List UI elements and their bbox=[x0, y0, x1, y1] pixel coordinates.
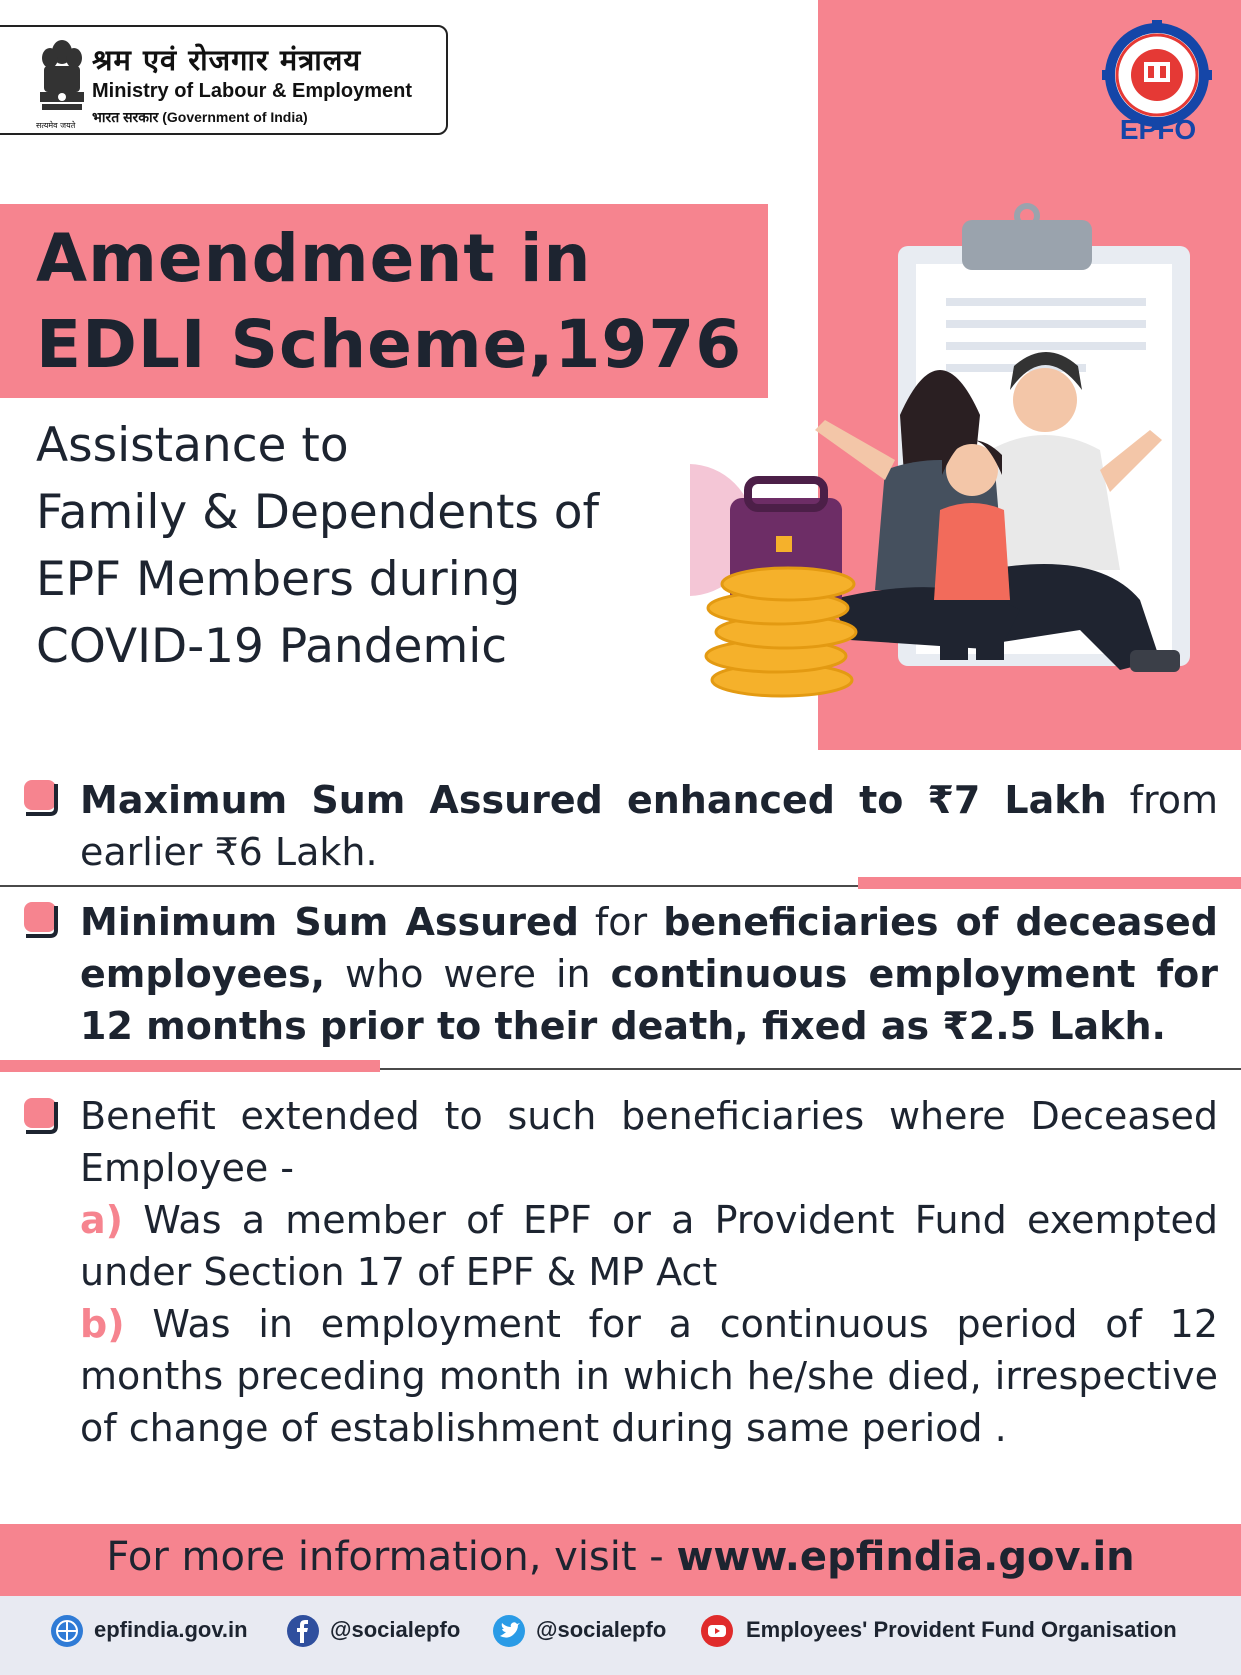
subtitle-line-1: Assistance to bbox=[36, 418, 349, 473]
footer-prefix: For more information, visit - bbox=[106, 1534, 677, 1580]
item-a-label: a) bbox=[80, 1198, 124, 1242]
subtitle-line-4: COVID-19 Pandemic bbox=[36, 619, 508, 674]
bullet-2-text bbox=[80, 896, 1218, 1052]
subtitle-line-2: Family & Dependents of bbox=[36, 485, 600, 540]
twitter-icon bbox=[492, 1614, 526, 1648]
bullet-3-text bbox=[80, 1090, 1218, 1454]
bullet-1-rest: from earlier ₹6 Lakh. bbox=[80, 778, 1218, 874]
bullet-2-part-4: who were in bbox=[325, 952, 611, 996]
item-b-label: b) bbox=[80, 1302, 125, 1346]
title-line-2: EDLI Scheme,1976 bbox=[36, 306, 743, 383]
item-b-text: Was in employment for a continuous period of 12 months preceding month in which he/she died, irrespective of change of establishment during same period . bbox=[80, 1302, 1218, 1450]
bullet-3-item-a bbox=[80, 1194, 1218, 1298]
emblem-motto: सत्यमेव जयते bbox=[36, 121, 76, 130]
ministry-name-english: Ministry of Labour & Employment bbox=[92, 80, 413, 102]
national-emblem-icon bbox=[34, 34, 90, 126]
footer-website-link[interactable]: www.epfindia.gov.in bbox=[676, 1534, 1135, 1580]
youtube-icon bbox=[700, 1614, 734, 1648]
family-clipboard-illustration bbox=[690, 200, 1241, 740]
bullet-3-intro: Benefit extended to such beneficiaries where Deceased Employee - bbox=[80, 1094, 1218, 1190]
bullet-marker-icon bbox=[20, 898, 64, 942]
bullet-marker-icon bbox=[20, 776, 64, 820]
bullet-2-part-5: continuous employment for 12 months prior to their death, fixed as ₹2.5 Lakh. bbox=[80, 952, 1219, 1048]
bullet-3-item-b bbox=[80, 1298, 1218, 1454]
bullet-marker-icon bbox=[20, 1094, 64, 1138]
subtitle-line-3: EPF Members during bbox=[36, 552, 521, 607]
facebook-icon bbox=[286, 1614, 320, 1648]
epfo-logo-text: EPFO bbox=[1119, 114, 1197, 145]
government-of-india-label: भारत सरकार (Government of India) bbox=[92, 109, 308, 125]
bullet-1-text bbox=[80, 774, 1218, 878]
pink-accent-bar-1 bbox=[858, 877, 1241, 889]
social-facebook-link[interactable]: @socialepfo bbox=[330, 1617, 461, 1642]
pink-accent-bar-2 bbox=[0, 1060, 380, 1072]
divider-2 bbox=[380, 1068, 1241, 1070]
divider-1 bbox=[0, 885, 858, 887]
bullet-2-part-2: for bbox=[578, 900, 664, 944]
ministry-name-hindi: श्रम एवं रोजगार मंत्रालय bbox=[92, 43, 362, 77]
bullet-2-part-3: beneficiaries of deceased employees, bbox=[80, 900, 1218, 996]
footer-info-text bbox=[0, 1534, 1241, 1580]
item-a-text: Was a member of EPF or a Provident Fund exempted under Section 17 of EPF & MP Act bbox=[80, 1198, 1218, 1294]
social-web-link[interactable]: epfindia.gov.in bbox=[94, 1617, 248, 1642]
bullet-1-bold: Maximum Sum Assured enhanced to ₹7 Lakh bbox=[80, 778, 1107, 822]
bullet-2-part-1: Minimum Sum Assured bbox=[80, 900, 579, 944]
title-line-1: Amendment in bbox=[36, 220, 592, 297]
social-twitter-link[interactable]: @socialepfo bbox=[536, 1617, 667, 1642]
social-youtube-link[interactable]: Employees' Provident Fund Organisation bbox=[746, 1617, 1177, 1642]
web-globe-icon bbox=[50, 1614, 84, 1648]
